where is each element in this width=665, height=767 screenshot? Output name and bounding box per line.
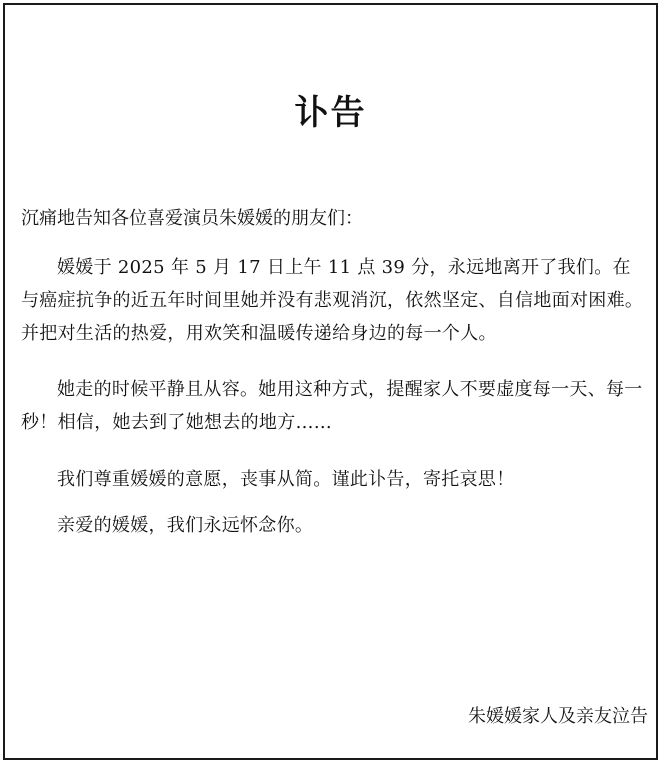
paragraph-4: 亲爱的媛媛，我们永远怀念你。	[57, 515, 314, 536]
paragraph-3: 我们尊重媛媛的意愿，丧事从简。谨此讣告，寄托哀思！	[57, 469, 515, 490]
salutation: 沉痛地告知各位喜爱演员朱媛媛的朋友们：	[21, 208, 363, 229]
paragraph-1: 媛媛于 2025 年 5 月 17 日上午 11 点 39 分，永远地离开了我们。在与癌症抗争的近五年时间里她并没有悲观消沉，依然坚定、自信地面对困难。并把对生活的热爱，用欢笑和温暖传递给身边的每一个人。	[21, 257, 644, 344]
obituary-page	[3, 3, 658, 760]
signature: 朱媛媛家人及亲友泣告	[468, 706, 648, 727]
page-title: 讣告	[294, 93, 367, 133]
paragraph-2: 她走的时候平静且从容。她用这种方式，提醒家人不要虚度每一天、每一秒！相信，她去到了她想去的地方……	[21, 379, 643, 433]
